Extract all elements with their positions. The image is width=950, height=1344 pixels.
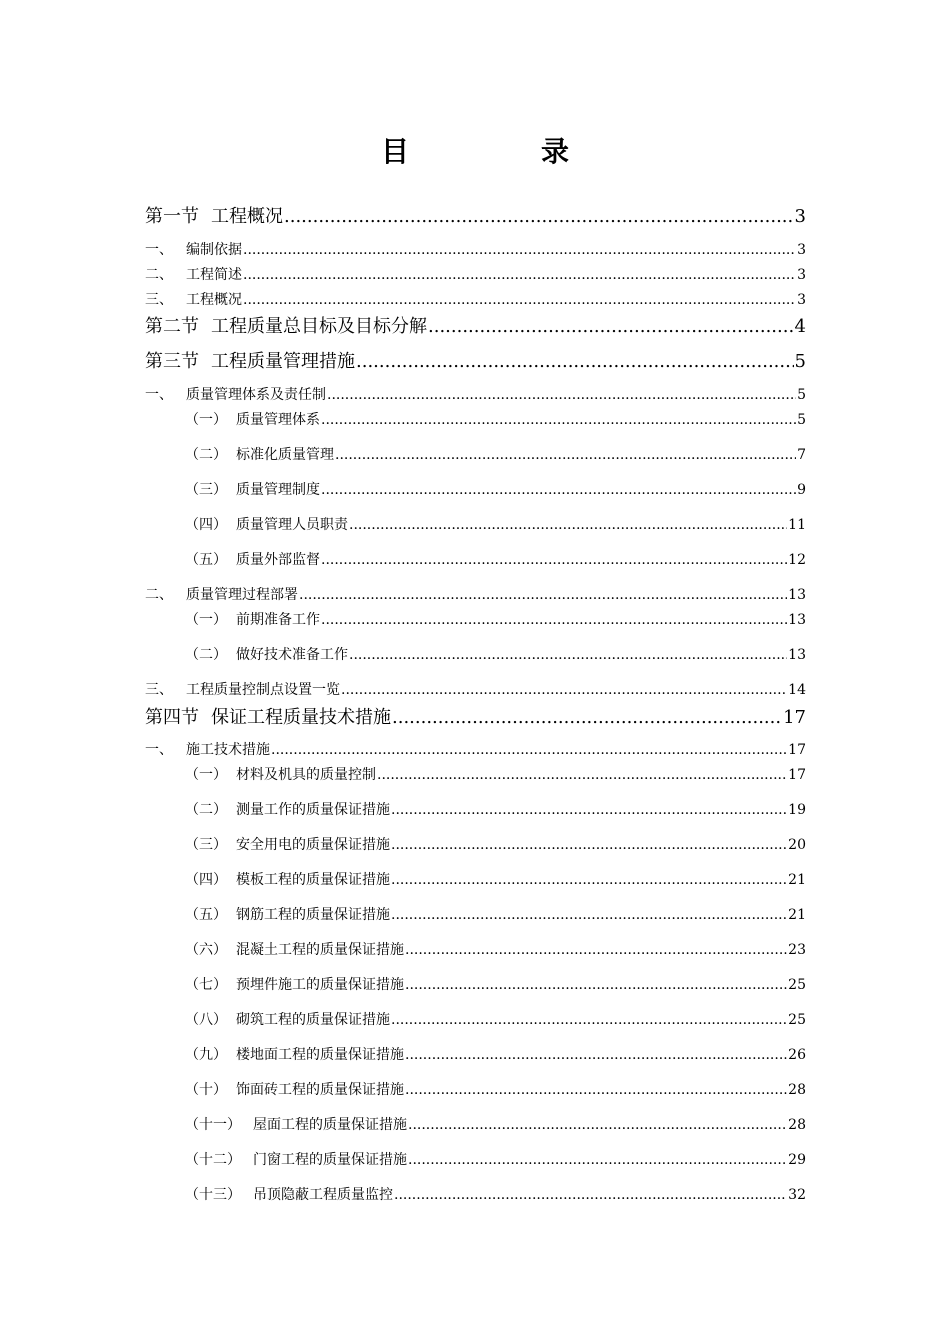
toc-entry[interactable] bbox=[145, 703, 806, 729]
toc-entry-number: 三、 bbox=[145, 292, 173, 308]
toc-entry-page: 13 bbox=[788, 612, 806, 628]
toc-entry-page: 14 bbox=[788, 682, 806, 698]
toc-entry-number: （三） bbox=[185, 482, 227, 498]
toc-entry-number: （六） bbox=[185, 942, 227, 958]
toc-entry-page: 17 bbox=[788, 767, 806, 783]
toc-entry-label: 标准化质量管理 bbox=[236, 447, 334, 463]
toc-entry-page: 17 bbox=[788, 742, 806, 758]
toc-entry-number: （五） bbox=[185, 552, 227, 568]
toc-entry-label: 质量管理体系 bbox=[236, 412, 320, 428]
toc-entry-leader bbox=[408, 1152, 787, 1168]
toc-entry-leader bbox=[405, 1082, 787, 1098]
toc-entry-number: 一、 bbox=[145, 242, 173, 258]
toc-entry-leader bbox=[394, 1187, 787, 1203]
toc-entry-page: 17 bbox=[783, 707, 806, 728]
toc-entry-number: （二） bbox=[185, 447, 227, 463]
toc-entry-number: （一） bbox=[185, 767, 227, 783]
toc-entry-page: 12 bbox=[788, 552, 806, 568]
toc-entry-label: 质量管理体系及责任制 bbox=[186, 387, 326, 403]
toc-entry[interactable] bbox=[145, 312, 806, 338]
toc-entry-number: （九） bbox=[185, 1047, 227, 1063]
toc-entry-page: 7 bbox=[797, 447, 806, 463]
toc-entry-number: （四） bbox=[185, 517, 227, 533]
toc-entry-number: （一） bbox=[185, 612, 227, 628]
toc-entry-page: 26 bbox=[788, 1047, 806, 1063]
toc-entry-label: 做好技术准备工作 bbox=[236, 647, 348, 663]
toc-entry-label: 模板工程的质量保证措施 bbox=[236, 872, 390, 888]
toc-entry-page: 29 bbox=[788, 1152, 806, 1168]
toc-entry-label: 质量管理制度 bbox=[236, 482, 320, 498]
toc-entry-page: 28 bbox=[788, 1117, 806, 1133]
toc-entry[interactable] bbox=[185, 834, 806, 854]
toc-entry[interactable] bbox=[185, 1079, 806, 1099]
toc-entry-leader bbox=[321, 552, 787, 568]
toc-entry[interactable] bbox=[185, 444, 806, 464]
toc-entry-page: 32 bbox=[788, 1187, 806, 1203]
toc-entry-page: 5 bbox=[797, 412, 806, 428]
toc-entry[interactable] bbox=[185, 1114, 806, 1134]
toc-entry[interactable] bbox=[185, 974, 806, 994]
toc-entry-page: 23 bbox=[788, 942, 806, 958]
toc-entry-leader bbox=[349, 517, 787, 533]
toc-entry-label: 预埋件施工的质量保证措施 bbox=[236, 977, 404, 993]
toc-entry-label: 工程质量控制点设置一览 bbox=[186, 682, 340, 698]
toc-entry-number: 第二节 bbox=[145, 316, 199, 337]
toc-entry-label: 楼地面工程的质量保证措施 bbox=[236, 1047, 404, 1063]
toc-entry-number: （四） bbox=[185, 872, 227, 888]
toc-entry-leader bbox=[391, 1012, 787, 1028]
toc-entry[interactable] bbox=[145, 264, 806, 284]
toc-entry-page: 25 bbox=[788, 977, 806, 993]
toc-entry-leader bbox=[284, 206, 794, 227]
toc-entry-label: 编制依据 bbox=[186, 242, 242, 258]
toc-entry-leader bbox=[391, 907, 787, 923]
toc-entry-leader bbox=[405, 1047, 787, 1063]
toc-entry[interactable] bbox=[145, 347, 806, 373]
toc-entry-leader bbox=[391, 872, 787, 888]
toc-entry-label: 砌筑工程的质量保证措施 bbox=[236, 1012, 390, 1028]
toc-entry[interactable] bbox=[185, 869, 806, 889]
toc-entry[interactable] bbox=[145, 289, 806, 309]
toc-entry-label: 混凝土工程的质量保证措施 bbox=[236, 942, 404, 958]
toc-entry-leader bbox=[405, 977, 787, 993]
toc-entry-label: 前期准备工作 bbox=[236, 612, 320, 628]
toc-entry-label: 工程质量管理措施 bbox=[211, 351, 355, 372]
toc-entry-number: （十） bbox=[185, 1082, 227, 1098]
toc-entry[interactable] bbox=[185, 764, 806, 784]
toc-entry-page: 4 bbox=[794, 316, 806, 337]
toc-entry-label: 施工技术措施 bbox=[186, 742, 270, 758]
toc-entry-number: （一） bbox=[185, 412, 227, 428]
toc-entry-page: 20 bbox=[788, 837, 806, 853]
toc-entry-label: 安全用电的质量保证措施 bbox=[236, 837, 390, 853]
toc-entry-leader bbox=[341, 682, 787, 698]
toc-entry-label: 吊顶隐蔽工程质量监控 bbox=[253, 1187, 393, 1203]
toc-entry-page: 25 bbox=[788, 1012, 806, 1028]
toc-entry-label: 测量工作的质量保证措施 bbox=[236, 802, 390, 818]
toc-entry-page: 3 bbox=[797, 267, 806, 283]
toc-entry-leader bbox=[321, 482, 796, 498]
toc-entry-leader bbox=[392, 707, 782, 728]
toc-entry-leader bbox=[428, 316, 794, 337]
toc-entry[interactable] bbox=[185, 1009, 806, 1029]
toc-entry-page: 5 bbox=[797, 387, 806, 403]
toc-entry[interactable] bbox=[185, 514, 806, 534]
toc-entry[interactable] bbox=[145, 239, 806, 259]
toc-entry-leader bbox=[335, 447, 796, 463]
toc-entry-label: 门窗工程的质量保证措施 bbox=[253, 1152, 407, 1168]
toc-entry-leader bbox=[405, 942, 787, 958]
toc-entry-page: 19 bbox=[788, 802, 806, 818]
toc-entry-number: 一、 bbox=[145, 742, 173, 758]
toc-entry-leader bbox=[321, 612, 787, 628]
toc-entry-number: 三、 bbox=[145, 682, 173, 698]
toc-entry-leader bbox=[349, 647, 787, 663]
toc-entry-label: 质量管理过程部署 bbox=[186, 587, 298, 603]
toc-entry-number: 二、 bbox=[145, 267, 173, 283]
toc-entry[interactable] bbox=[185, 939, 806, 959]
toc-entry-label: 钢筋工程的质量保证措施 bbox=[236, 907, 390, 923]
toc-entry-number: （七） bbox=[185, 977, 227, 993]
toc-entry-page: 3 bbox=[794, 206, 806, 227]
toc-entry-number: （十一） bbox=[185, 1117, 241, 1133]
toc-entry-label: 工程概况 bbox=[211, 206, 283, 227]
toc-entry-leader bbox=[243, 242, 796, 258]
toc-entry[interactable] bbox=[145, 384, 806, 404]
toc-entry-page: 13 bbox=[788, 587, 806, 603]
toc-entry-label: 工程质量总目标及目标分解 bbox=[211, 316, 427, 337]
toc-entry[interactable] bbox=[145, 202, 806, 228]
toc-entry-label: 材料及机具的质量控制 bbox=[236, 767, 376, 783]
toc-entry[interactable] bbox=[145, 584, 806, 604]
toc-entry-leader bbox=[356, 351, 794, 372]
toc-entry-leader bbox=[243, 292, 796, 308]
toc-entry-leader bbox=[391, 802, 787, 818]
toc-entry-number: 第四节 bbox=[145, 707, 199, 728]
toc-entry[interactable] bbox=[185, 799, 806, 819]
toc-entry-label: 工程简述 bbox=[186, 267, 242, 283]
toc-entry-number: 第一节 bbox=[145, 206, 199, 227]
toc-entry-label: 质量管理人员职责 bbox=[236, 517, 348, 533]
toc-entry[interactable] bbox=[185, 479, 806, 499]
toc-entry-page: 9 bbox=[797, 482, 806, 498]
toc-entry-number: （十二） bbox=[185, 1152, 241, 1168]
toc-entry-number: 二、 bbox=[145, 587, 173, 603]
toc-entry-number: 一、 bbox=[145, 387, 173, 403]
page-title: 目 录 bbox=[380, 135, 621, 168]
toc-entry-leader bbox=[391, 837, 787, 853]
toc-entry-label: 保证工程质量技术措施 bbox=[211, 707, 391, 728]
toc-entry[interactable] bbox=[145, 739, 806, 759]
toc-entry-number: （二） bbox=[185, 647, 227, 663]
toc-entry-page: 21 bbox=[788, 907, 806, 923]
toc-entry-leader bbox=[327, 387, 796, 403]
toc-entry-leader bbox=[299, 587, 787, 603]
toc-entry-number: （十三） bbox=[185, 1187, 241, 1203]
toc-entry-leader bbox=[321, 412, 796, 428]
toc-entry-leader bbox=[377, 767, 787, 783]
toc-entry-label: 屋面工程的质量保证措施 bbox=[253, 1117, 407, 1133]
toc-entry-page: 3 bbox=[797, 292, 806, 308]
toc-entry-page: 3 bbox=[797, 242, 806, 258]
toc-entry-number: 第三节 bbox=[145, 351, 199, 372]
toc-entry[interactable] bbox=[185, 409, 806, 429]
toc-entry-page: 28 bbox=[788, 1082, 806, 1098]
toc-entry-number: （八） bbox=[185, 1012, 227, 1028]
toc-entry-number: （五） bbox=[185, 907, 227, 923]
toc-entry[interactable] bbox=[185, 644, 806, 664]
toc-entry[interactable] bbox=[185, 904, 806, 924]
toc-entry-label: 饰面砖工程的质量保证措施 bbox=[236, 1082, 404, 1098]
toc-entry[interactable] bbox=[185, 609, 806, 629]
toc-entry-leader bbox=[243, 267, 796, 283]
toc-entry-leader bbox=[408, 1117, 787, 1133]
toc-entry-page: 11 bbox=[788, 517, 806, 533]
toc-entry[interactable] bbox=[185, 1149, 806, 1169]
toc-entry-label: 质量外部监督 bbox=[236, 552, 320, 568]
toc-entry-number: （三） bbox=[185, 837, 227, 853]
toc-entry-leader bbox=[271, 742, 787, 758]
toc-entry-page: 13 bbox=[788, 647, 806, 663]
toc-entry-number: （二） bbox=[185, 802, 227, 818]
toc-entry-page: 5 bbox=[794, 351, 806, 372]
toc-entry[interactable] bbox=[185, 1184, 806, 1204]
toc-entry[interactable] bbox=[185, 549, 806, 569]
toc-entry-label: 工程概况 bbox=[186, 292, 242, 308]
toc-entry-page: 21 bbox=[788, 872, 806, 888]
toc-entry[interactable] bbox=[185, 1044, 806, 1064]
toc-entry[interactable] bbox=[145, 679, 806, 699]
